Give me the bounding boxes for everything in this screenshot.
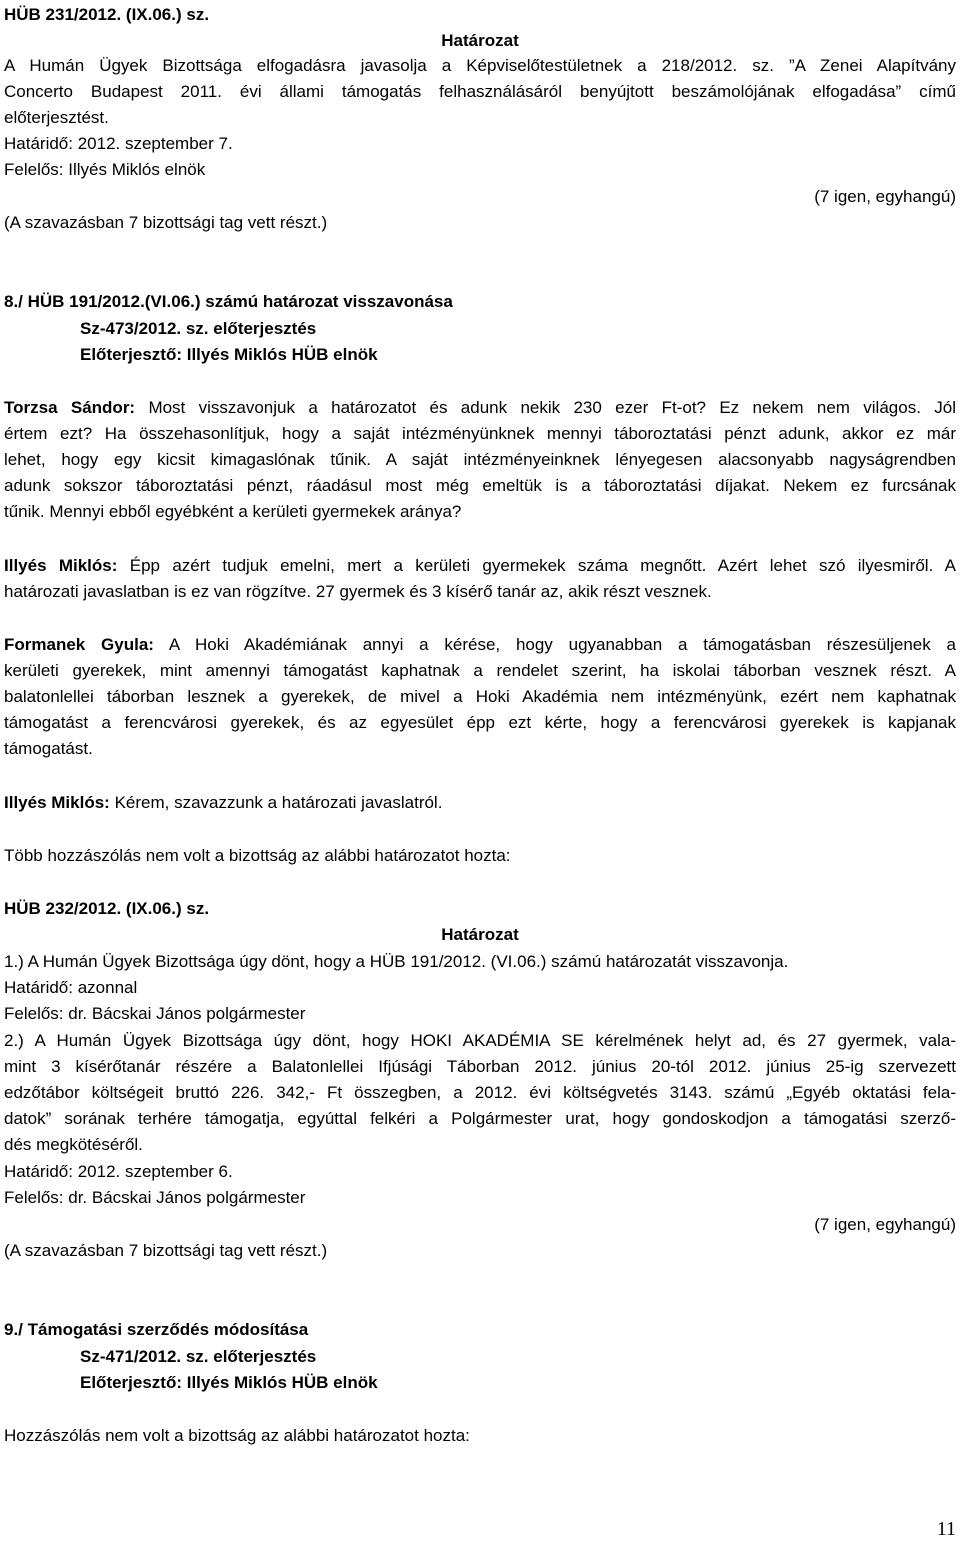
agenda-item-title: 8./ HÜB 191/2012.(VI.06.) számú határozat visszavonása [4,292,453,311]
attendance: (A szavazásban 7 bizottsági tag vett részt.) [4,213,328,232]
speech-line: lehet, hogy egy kicsit kimagaslónak tűnik. A saját intézményeinknek lényegesen alacsonyabb nagyságrendben [4,450,956,469]
speech-line: támogatást. [4,739,93,758]
agenda-item-title: 9./ Támogatási szerződés módosítása [4,1320,309,1339]
speech-line: balatonlellei táborban lesznek a gyerekek, de mivel a Hoki Akadémia nem intézményünk, ezért nem kaphatnak [4,687,956,706]
deadline: Határidő: azonnal [4,978,138,997]
responsible: Felelős: Illyés Miklós elnök [4,160,206,179]
vote-result: (7 igen, egyhangú) [814,1215,956,1234]
resolution-point: 1.) A Humán Ügyek Bizottsága úgy dönt, hogy a HÜB 191/2012. (VI.06.) számú határozatát visszavonja. [4,952,789,971]
no-comments: Hozzászólás nem volt a bizottság az alábbi határozatot hozta: [4,1426,470,1445]
speech-line: tűnik. Mennyi ebből egyébként a kerületi gyermekek aránya? [4,502,462,521]
resolution-heading: Határozat [441,925,519,944]
speech-line: Torzsa Sándor: Most visszavonjuk a határozatot és adunk nekik 230 ezer Ft-ot? Ez nekem nem világos. Jól [4,398,956,417]
speaker-name: Illyés Miklós: [4,556,118,575]
page-number: 11 [936,1518,956,1540]
responsible: Felelős: dr. Bácskai János polgármester [4,1188,306,1207]
deadline: Határidő: 2012. szeptember 6. [4,1162,233,1181]
resolution-point-line: mint 3 kísérőtanár részére a Balatonlellei Ifjúsági Táborban 2012. június 20-tól 2012. június 25-ig szervezett [4,1057,956,1076]
resolution-text-line: előterjesztést. [4,108,109,127]
resolution-point-line: 2.) A Humán Ügyek Bizottsága úgy dönt, hogy HOKI AKADÉMIA SE kérelmének helyt ad, és 27 gyermek, vala- [4,1031,956,1050]
agenda-doc-number: Sz-473/2012. sz. előterjesztés [80,319,317,338]
resolution-id: HÜB 231/2012. (IX.06.) sz. [4,5,210,24]
speech-line: kerületi gyerekek, mint amennyi támogatást kaphatnak a rendelet szerint, ha iskolai táborban vesznek részt. A [4,661,956,680]
speaker-name: Illyés Miklós: [4,793,110,812]
speech-line: adunk sokszor táboroztatási pénzt, ráadásul most még emeltük is a táboroztatási díjakat. Nekem ez furcsának [4,476,956,495]
speech-line: Illyés Miklós: Kérem, szavazzunk a határozati javaslatról. [4,793,443,812]
no-more-comments: Több hozzászólás nem volt a bizottság az alábbi határozatot hozta: [4,846,511,865]
resolution-heading: Határozat [441,31,519,50]
speech-line: határozati javaslatban is ez van rögzítve. 27 gyermek és 3 kísérő tanár az, akik részt vesznek. [4,582,712,601]
attendance: (A szavazásban 7 bizottsági tag vett részt.) [4,1241,328,1260]
resolution-text-line: A Humán Ügyek Bizottsága elfogadásra javasolja a Képviselőtestületnek a 218/2012. sz. ”A Zenei Alapítvány [4,56,956,75]
speech-line: Formanek Gyula: A Hoki Akadémiának annyi a kérése, hogy ugyanabban a támogatásban részesüljenek a [4,635,956,654]
agenda-doc-number: Sz-471/2012. sz. előterjesztés [80,1347,317,1366]
deadline: Határidő: 2012. szeptember 7. [4,134,233,153]
agenda-presenter: Előterjesztő: Illyés Miklós HÜB elnök [80,345,378,364]
agenda-presenter: Előterjesztő: Illyés Miklós HÜB elnök [80,1373,378,1392]
resolution-point-line: edzőtábor költségeit bruttó 226. 342,- Ft összegben, a 2012. évi költségvetés 3143. számú „Egyéb oktatási fela- [4,1083,956,1102]
speech-line: támogatást a ferencvárosi gyerekek, és az egyesület épp ezt kérte, hogy a ferencvárosi gyerekek is kapjanak [4,713,956,732]
resolution-point-line: datok” sorának terhére támogatja, egyúttal felkéri a Polgármester urat, hogy gondoskodjon a támogatási szerző- [4,1109,956,1128]
resolution-text-line: Concerto Budapest 2011. évi állami támogatás felhasználásáról benyújtott beszámolójának elfogadása” című [4,82,956,101]
resolution-id: HÜB 232/2012. (IX.06.) sz. [4,899,210,918]
speaker-name: Formanek Gyula: [4,635,154,654]
resolution-point-line: dés megkötéséről. [4,1135,143,1154]
speech-line: értem ezt? Ha összehasonlítjuk, hogy a saját intézményünknek mennyi táboroztatási pénzt adunk, akkor ez már [4,424,956,443]
speaker-name: Torzsa Sándor: [4,398,136,417]
responsible: Felelős: dr. Bácskai János polgármester [4,1004,306,1023]
speech-line: Illyés Miklós: Épp azért tudjuk emelni, mert a kerületi gyermekek száma megnőtt. Azért lehet szó ilyesmiről. A [4,556,957,575]
vote-result: (7 igen, egyhangú) [814,187,956,206]
